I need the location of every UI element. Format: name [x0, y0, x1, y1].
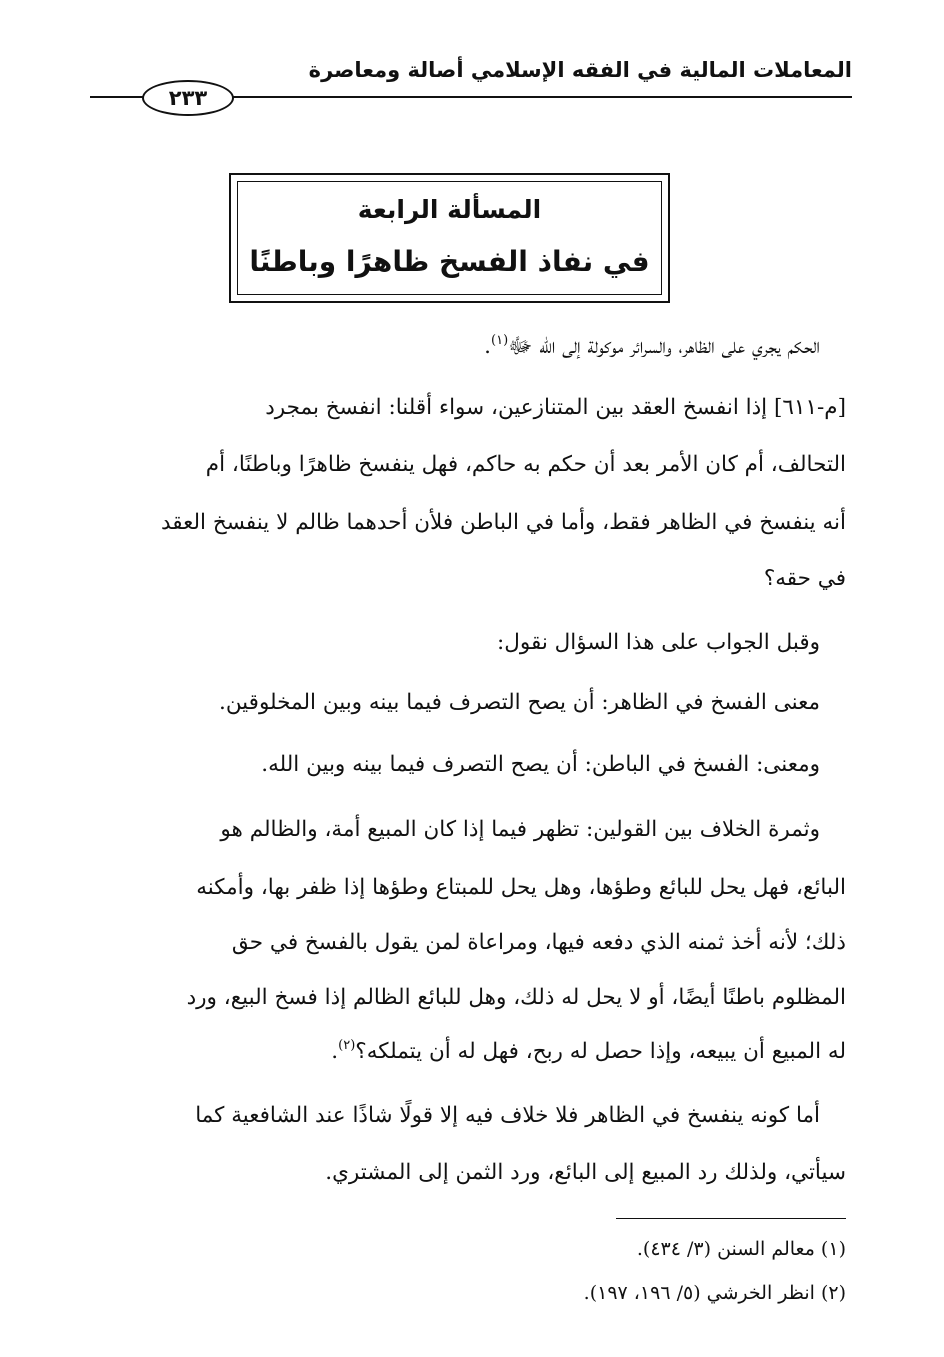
body-line-7: معنى الفسخ في الظاهر: أن يصح التصرف فيما بينه وبين المخلوقين. — [218, 690, 820, 715]
footnote-ref-1: (١) — [491, 333, 509, 348]
body-line-8: ومعنى: الفسخ في الباطن: أن يصح التصرف فيما بينه وبين الله. — [261, 752, 820, 777]
body-line-2: [م-٦١١] إذا انفسخ العقد بين المتنازعين، سواء أقلنا: انفسخ بمجرد — [265, 395, 846, 420]
body-line-4: أنه ينفسخ في الظاهر فقط، وأما في الباطن فلأن أحدهما ظالم لا ينفسخ العقد — [160, 510, 846, 535]
section-title-line1: المسألة الرابعة — [357, 195, 542, 224]
footnote-ref-2: (٢) — [338, 1038, 356, 1053]
body-line-10: البائع، فهل يحل للبائع وطؤها، وهل يحل للمبتاع وطؤها إذا ظفر بها، وأمكنه — [196, 875, 846, 900]
footnote-2: (٢) انظر الخرشي (٥/ ١٩٦، ١٩٧). — [583, 1282, 846, 1304]
body-line-13 — [331, 1038, 846, 1064]
section-title-line2: في نفاذ الفسخ ظاهرًا وباطنًا — [249, 245, 650, 278]
body-line-1-text: الحكم يجري على الظاهر، والسرائر موكولة إلى الله ﷻ — [508, 334, 820, 359]
body-line-11: ذلك؛ لأنه أخذ ثمنه الذي دفعه فيها، ومراعاة لمن يقول بالفسخ في حق — [231, 930, 846, 955]
running-header-title: المعاملات المالية في الفقه الإسلامي أصالة ومعاصرة — [308, 58, 852, 82]
body-line-6: وقبل الجواب على هذا السؤال نقول: — [496, 630, 820, 655]
body-line-13-period: . — [331, 1039, 339, 1064]
body-line-9: وثمرة الخلاف بين القولين: تظهر فيما إذا كان المبيع أمة، والظالم هو — [220, 817, 820, 842]
footnote-1: (١) معالم السنن (٣/ ٤٣٤). — [636, 1238, 846, 1260]
page-number: ٢٣٣ — [142, 80, 234, 116]
section-title-box — [229, 173, 670, 303]
footnote-rule — [616, 1218, 846, 1219]
body-line-5: في حقه؟ — [763, 566, 846, 591]
body-line-3: التحالف، أم كان الأمر بعد أن حكم به حاكم، فهل ينفسخ ظاهرًا وباطنًا، أم — [205, 452, 846, 477]
body-line-1 — [484, 333, 820, 364]
body-line-13-text: له المبيع أن يبيعه، وإذا حصل له ربح، فهل له أن يتملكه؟ — [355, 1039, 846, 1064]
body-line-12: المظلوم باطنًا أيضًا، أو لا يحل له ذلك، وهل للبائع الظالم إذا فسخ البيع، ورد — [186, 985, 846, 1010]
body-line-14: أما كونه ينفسخ في الظاهر فلا خلاف فيه إلا قولًا شاذًا عند الشافعية كما — [195, 1103, 820, 1128]
body-line-1-period: . — [484, 334, 491, 359]
body-line-15: سيأتي، ولذلك رد المبيع إلى البائع، ورد الثمن إلى المشتري. — [325, 1160, 846, 1185]
